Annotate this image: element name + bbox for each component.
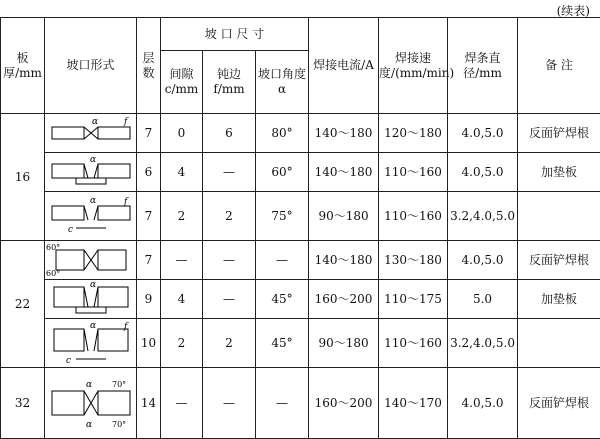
alpha-label: α [89, 281, 96, 290]
cell-speed: 130～180 [379, 241, 448, 280]
cell-remark: 加垫板 [518, 280, 600, 319]
groove-diagram [45, 114, 137, 153]
alpha-label: α [89, 321, 96, 331]
cell-current: 160～200 [309, 280, 379, 319]
cell-angle: 45° [256, 319, 309, 368]
double-v-groove-diagram [46, 242, 136, 278]
cell-diameter: 4.0,5.0 [448, 241, 518, 280]
header-groove-dims: 坡 口 尺 寸 [161, 18, 309, 51]
alpha-label: α [85, 420, 92, 429]
cell-current: 140～180 [309, 114, 379, 153]
cell-diameter: 4.0,5.0 [448, 368, 518, 439]
cell-layers: 14 [137, 368, 161, 439]
v-groove-gap-diagram [46, 321, 136, 365]
groove-diagram [45, 192, 137, 241]
cell-gap: 4 [161, 153, 203, 192]
header-thickness: 板厚/mm [1, 18, 45, 114]
cell-speed: 110～175 [379, 280, 448, 319]
cell-blunt: — [203, 241, 256, 280]
cell-angle: 75° [256, 192, 309, 241]
f-label: f [123, 117, 127, 127]
cell-angle: 45° [256, 280, 309, 319]
continued-label: (续表) [556, 4, 590, 18]
thickness-22: 22 [1, 241, 45, 368]
cell-speed: 140～170 [379, 368, 448, 439]
cell-remark: 反面铲焊根 [518, 241, 600, 280]
cell-diameter: 3.2,4.0,5.0 [448, 319, 518, 368]
groove-diagram [45, 153, 137, 192]
cell-remark [518, 192, 600, 241]
cell-angle: — [256, 368, 309, 439]
cell-blunt: — [203, 280, 256, 319]
x-groove-joint-diagram [46, 115, 136, 151]
cell-layers: 9 [137, 280, 161, 319]
header-speed: 焊接速度/(mm/min) [379, 18, 448, 114]
angle-70-label: 70° [111, 380, 126, 389]
v-groove-backing-diagram [46, 154, 136, 190]
c-label: c [65, 356, 71, 365]
cell-gap: 2 [161, 319, 203, 368]
alpha-label: α [85, 380, 92, 390]
cell-blunt: 2 [203, 319, 256, 368]
v-groove-gap-diagram [46, 194, 136, 238]
cell-remark: 加垫板 [518, 153, 600, 192]
cell-blunt: 2 [203, 192, 256, 241]
cell-remark [518, 319, 600, 368]
cell-speed: 120～180 [379, 114, 448, 153]
header-diameter: 焊条直径/mm [448, 18, 518, 114]
cell-angle: 80° [256, 114, 309, 153]
groove-diagram [45, 319, 137, 368]
alpha-label: α [89, 196, 96, 206]
cell-current: 140～180 [309, 153, 379, 192]
cell-gap: 2 [161, 192, 203, 241]
welding-parameters-table [0, 17, 600, 439]
header-blunt: 钝边 f/mm [203, 51, 256, 114]
cell-layers: 7 [137, 114, 161, 153]
cell-diameter: 3.2,4.0,5.0 [448, 192, 518, 241]
header-angle: 坡口角度 α [256, 51, 309, 114]
header-gap: 间隙 c/mm [161, 51, 203, 114]
cell-diameter: 4.0,5.0 [448, 153, 518, 192]
header-remark: 备 注 [518, 18, 600, 114]
cell-blunt: — [203, 153, 256, 192]
cell-layers: 6 [137, 153, 161, 192]
cell-speed: 110～160 [379, 153, 448, 192]
thickness-16: 16 [1, 114, 45, 241]
cell-angle: 60° [256, 153, 309, 192]
cell-gap: 0 [161, 114, 203, 153]
f-label: f [123, 322, 127, 332]
groove-diagram [45, 241, 137, 280]
cell-layers: 7 [137, 192, 161, 241]
cell-gap: 4 [161, 280, 203, 319]
f-label: f [123, 197, 127, 207]
cell-diameter: 4.0,5.0 [448, 114, 518, 153]
c-label: c [67, 225, 73, 235]
cell-diameter: 5.0 [448, 280, 518, 319]
cell-current: 140～180 [309, 241, 379, 280]
cell-remark: 反面铲焊根 [518, 368, 600, 439]
cell-gap: — [161, 368, 203, 439]
cell-speed: 110～160 [379, 192, 448, 241]
cell-angle: — [256, 241, 309, 280]
cell-blunt: 6 [203, 114, 256, 153]
alpha-label: α [91, 117, 98, 127]
cell-gap: — [161, 241, 203, 280]
v-groove-backing-diagram [46, 281, 136, 317]
header-layers: 层数 [137, 18, 161, 114]
cell-current: 160～200 [309, 368, 379, 439]
cell-current: 90～180 [309, 319, 379, 368]
alpha-label: α [89, 155, 96, 165]
cell-speed: 110～160 [379, 319, 448, 368]
header-groove-form: 坡口形式 [45, 18, 137, 114]
cell-layers: 10 [137, 319, 161, 368]
double-v-groove-70-diagram [46, 377, 136, 429]
groove-diagram [45, 280, 137, 319]
cell-blunt: — [203, 368, 256, 439]
cell-layers: 7 [137, 241, 161, 280]
cell-current: 90～180 [309, 192, 379, 241]
groove-diagram [45, 368, 137, 439]
angle-70-label: 70° [111, 420, 126, 429]
cell-remark: 反面铲焊根 [518, 114, 600, 153]
angle-60-label: 60° [45, 243, 60, 252]
header-current: 焊接电流/A [309, 18, 379, 114]
thickness-32: 32 [1, 368, 45, 439]
angle-60-label: 60° [45, 269, 60, 278]
